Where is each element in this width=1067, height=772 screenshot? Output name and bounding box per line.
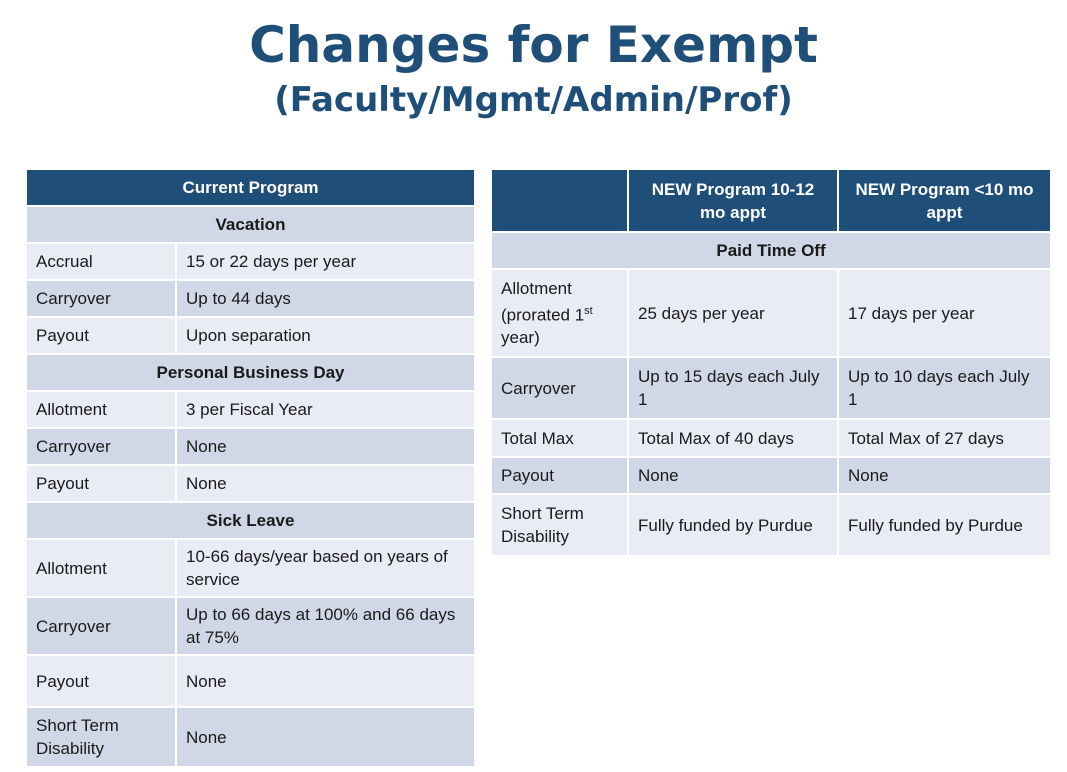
section-personal-business-day: Personal Business Day — [26, 354, 475, 391]
table-row — [26, 539, 475, 597]
row-value: 3 per Fiscal Year — [176, 391, 475, 428]
row-label: Allotment — [26, 539, 176, 597]
current-program-header: Current Program — [26, 169, 475, 206]
row-value-10-12: Up to 15 days each July 1 — [628, 357, 838, 419]
row-value-under-10: Total Max of 27 days — [838, 419, 1051, 457]
table-row — [26, 707, 475, 767]
table-row — [26, 655, 475, 707]
table-row — [26, 465, 475, 502]
table-row — [26, 280, 475, 317]
row-label: Total Max — [491, 419, 628, 457]
row-value-under-10: Fully funded by Purdue — [838, 494, 1051, 556]
new-program-table — [490, 168, 1052, 557]
row-label: Payout — [26, 317, 176, 354]
current-program-table — [25, 168, 476, 768]
row-value-10-12: None — [628, 457, 838, 494]
table-row — [491, 357, 1051, 419]
table-row — [26, 317, 475, 354]
row-value: None — [176, 465, 475, 502]
row-label: Payout — [26, 465, 176, 502]
row-value-under-10: 17 days per year — [838, 269, 1051, 357]
row-label: Carryover — [491, 357, 628, 419]
row-value-under-10: None — [838, 457, 1051, 494]
row-value: None — [176, 428, 475, 465]
table-row — [26, 428, 475, 465]
header-new-program-10-12: NEW Program 10-12 mo appt — [628, 169, 838, 232]
table-row — [26, 597, 475, 655]
allotment-label-sup: st — [584, 304, 593, 317]
table-row — [491, 269, 1051, 357]
header-blank — [491, 169, 628, 232]
title-line-1: Changes for Exempt — [249, 16, 818, 74]
row-label: Accrual — [26, 243, 176, 280]
header-new-program-under-10: NEW Program <10 mo appt — [838, 169, 1051, 232]
allotment-label-tail: year) — [501, 328, 540, 348]
row-value-10-12: Total Max of 40 days — [628, 419, 838, 457]
section-paid-time-off: Paid Time Off — [491, 232, 1051, 269]
row-label: Carryover — [26, 280, 176, 317]
table-row — [491, 457, 1051, 494]
table-row — [491, 494, 1051, 556]
table-row — [491, 419, 1051, 457]
row-label: Carryover — [26, 597, 176, 655]
row-value: None — [176, 655, 475, 707]
title-line-2: (Faculty/Mgmt/Admin/Prof) — [274, 80, 793, 120]
row-value-10-12: Fully funded by Purdue — [628, 494, 838, 556]
row-value-10-12: 25 days per year — [628, 269, 838, 357]
table-row — [26, 243, 475, 280]
row-value: Up to 66 days at 100% and 66 days at 75% — [176, 597, 475, 655]
section-vacation: Vacation — [26, 206, 475, 243]
row-value: None — [176, 707, 475, 767]
row-label: Short Term Disability — [491, 494, 628, 556]
row-label: Payout — [491, 457, 628, 494]
row-label: Short Term Disability — [26, 707, 176, 767]
row-label: Payout — [26, 655, 176, 707]
row-value: Up to 44 days — [176, 280, 475, 317]
row-value-under-10: Up to 10 days each July 1 — [838, 357, 1051, 419]
row-label — [491, 269, 628, 357]
allotment-label-text: Allotment (prorated 1 — [501, 278, 585, 325]
row-label: Carryover — [26, 428, 176, 465]
row-value: 15 or 22 days per year — [176, 243, 475, 280]
slide-title — [0, 14, 1067, 124]
row-value: Upon separation — [176, 317, 475, 354]
row-value: 10-66 days/year based on years of service — [176, 539, 475, 597]
section-sick-leave: Sick Leave — [26, 502, 475, 539]
row-label: Allotment — [26, 391, 176, 428]
table-row — [26, 391, 475, 428]
